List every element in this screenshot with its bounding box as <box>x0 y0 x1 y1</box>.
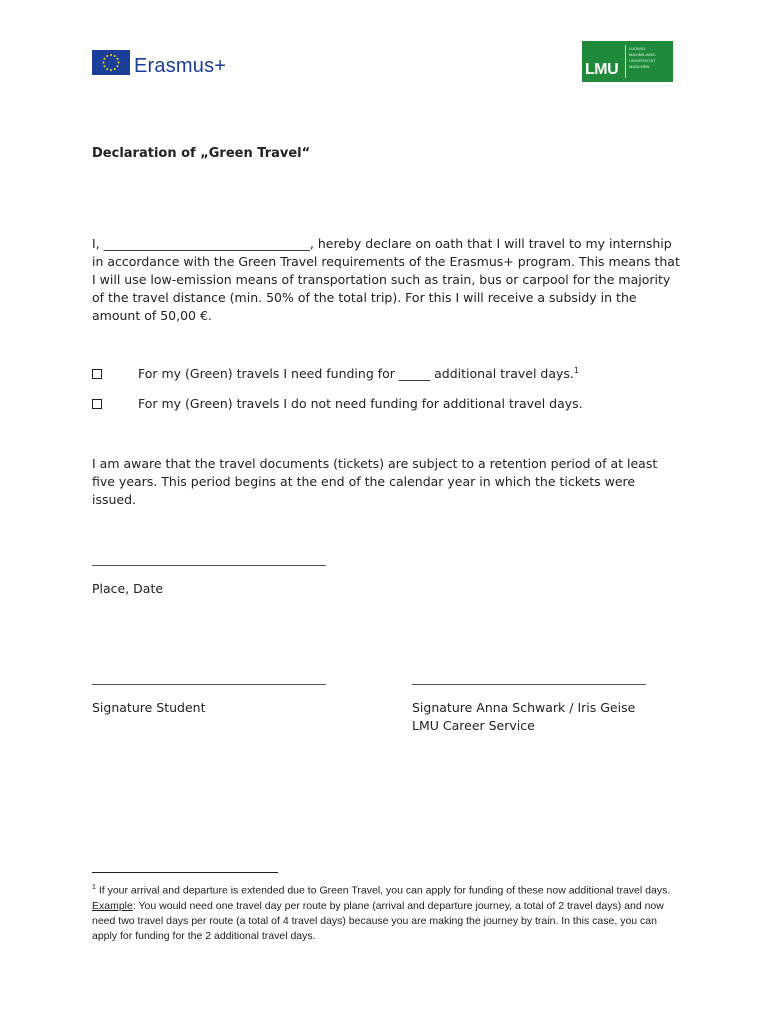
footnote-separator <box>92 872 278 873</box>
lmu-logo-letters: LMU <box>585 61 619 78</box>
signature-lmu-label: Signature Anna Schwark / Iris Geise <box>412 700 636 715</box>
funding-needed-label: For my (Green) travels I need funding for _____ additional travel days. <box>138 366 574 381</box>
lmu-subtext-line: MÜNCHEN <box>629 64 650 69</box>
funding-not-needed-checkbox[interactable] <box>92 399 102 409</box>
place-date-line <box>92 565 326 566</box>
declaration-paragraph: I, _________________________________, hereby declare on oath that I will travel to my internship in accordance with the Green Travel requirements of the Erasmus+ program. This means that I will use low-emission means of transportation such as train, bus or carpool for the majority of the travel distance (min. 50% of the total trip). For this I will receive a subsidy in the amount of 50,00 €. <box>92 236 680 323</box>
lmu-logo <box>582 41 673 82</box>
lmu-career-service-label: LMU Career Service <box>412 718 535 733</box>
lmu-subtext-line: MAXIMILIANS- <box>629 52 657 57</box>
retention-notice: I am aware that the travel documents (tickets) are subject to a retention period of at least five years. This period begins at the end of the calendar year in which the tickets were issued. <box>92 456 658 507</box>
funding-needed-checkbox[interactable] <box>92 369 102 379</box>
eu-flag-icon <box>92 50 130 75</box>
footnote-text-2: : You would need one travel day per route by plane (arrival and departure journey, a total of 2 travel days) and now need two travel days per route (a total of 4 travel days) because you are making the journey by train. In this case, you can apply for funding for the 2 additional travel days. <box>92 899 664 942</box>
funding-not-needed-label: For my (Green) travels I do not need funding for additional travel days. <box>138 396 583 411</box>
footnote-example-label: Example <box>92 899 133 912</box>
lmu-logo-subtext <box>629 46 671 70</box>
footnote-text-1: If your arrival and departure is extended due to Green Travel, you can apply for funding of these now additional travel days. <box>95 884 671 897</box>
erasmus-logo-text: Erasmus+ <box>134 55 227 77</box>
signature-student-label: Signature Student <box>92 700 206 715</box>
document-title: Declaration of „Green Travel“ <box>92 146 311 161</box>
footnote-marker: 1 <box>92 884 96 891</box>
funding-not-needed-option <box>138 395 583 413</box>
place-date-label: Place, Date <box>92 581 164 596</box>
footnote-reference: 1 <box>573 365 579 375</box>
lmu-subtext-line: UNIVERSITÄT <box>629 58 656 63</box>
funding-needed-option <box>138 365 579 383</box>
lmu-signature-line <box>412 684 646 685</box>
student-signature-line <box>92 684 326 685</box>
lmu-subtext-line: LUDWIG- <box>629 46 647 51</box>
footnote <box>92 880 678 944</box>
lmu-logo-divider <box>625 45 626 78</box>
